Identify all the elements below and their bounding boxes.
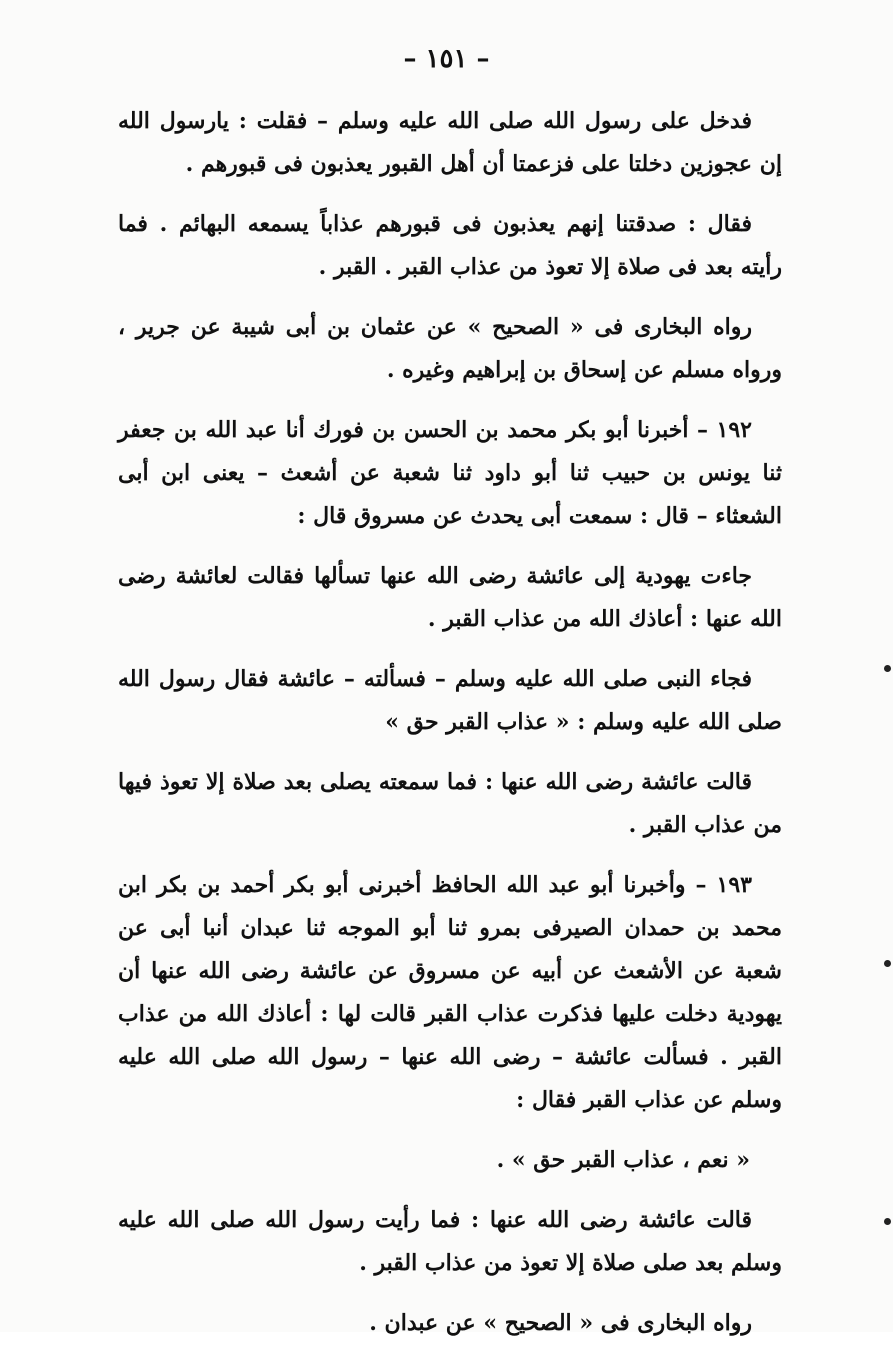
paragraph-1: فدخل على رسول الله صلى الله عليه وسلم – فقلت : يارسول الله إن عجوزين دخلتا على فزعمتا أن أهل القبور يعذبون فى قبورهم . — [118, 108, 782, 177]
paragraph-5: جاءت يهودية إلى عائشة رضى الله عنها تسألها فقالت لعائشة رضى الله عنها : أعاذك الله من عذاب القبر . — [118, 563, 782, 632]
margin-dot-mark — [884, 665, 891, 672]
margin-dot-mark — [884, 960, 891, 967]
paragraph-11: رواه البخارى فى « الصحيح » عن عبدان . — [369, 1310, 752, 1336]
page-body — [118, 100, 782, 1362]
page-number: – ١٥١ – — [403, 44, 490, 74]
paragraph-2: فقال : صدقتنا إنهم يعذبون فى قبورهم عذاباً يسمعه البهائم . فما رأيته بعد فى صلاة إلا تعوذ من عذاب القبر . القبر . — [118, 211, 782, 280]
margin-dot-mark — [884, 1218, 891, 1225]
hadith-192: ١٩٢ – أخبرنا أبو بكر محمد بن الحسن بن فورك أنا عبد الله بن جعفر ثنا يونس بن حبيب ثنا أبو داود ثنا شعبة عن أشعث – يعنى ابن أبى الشعثاء – قال : سمعت أبى يحدث عن مسروق قال : — [118, 417, 782, 529]
hadith-193: ١٩٣ – وأخبرنا أبو عبد الله الحافظ أخبرنى أبو بكر أحمد بن بكر ابن محمد بن حمدان الصيرفى بمرو ثنا أبو الموجه ثنا عبدان أنبا أبى عن شعبة عن الأشعث عن أبيه عن مسروق عن عائشة رضى الله عنها أن يهودية دخلت عليها فذكرت عذاب القبر قالت لها : أعاذك الله من عذاب القبر . فسألت عائشة – رضى الله عنها – رسول الله صلى الله عليه وسلم عن عذاب القبر فقال : — [118, 872, 782, 1113]
quote-line: « نعم ، عذاب القبر حق » . — [496, 1147, 750, 1173]
paragraph-3: رواه البخارى فى « الصحيح » عن عثمان بن أبى شيبة عن جرير ، ورواه مسلم عن إسحاق بن إبراهيم وغيره . — [118, 314, 782, 383]
paragraph-10: قالت عائشة رضى الله عنها : فما رأيت رسول الله صلى الله عليه وسلم بعد صلى صلاة إلا تعوذ من عذاب القبر . — [118, 1207, 782, 1276]
paragraph-7: قالت عائشة رضى الله عنها : فما سمعته يصلى بعد صلاة إلا تعوذ فيها من عذاب القبر . — [118, 769, 782, 838]
paragraph-6: فجاء النبى صلى الله عليه وسلم – فسألته – عائشة فقال رسول الله صلى الله عليه وسلم : « عذاب القبر حق » — [118, 666, 782, 735]
